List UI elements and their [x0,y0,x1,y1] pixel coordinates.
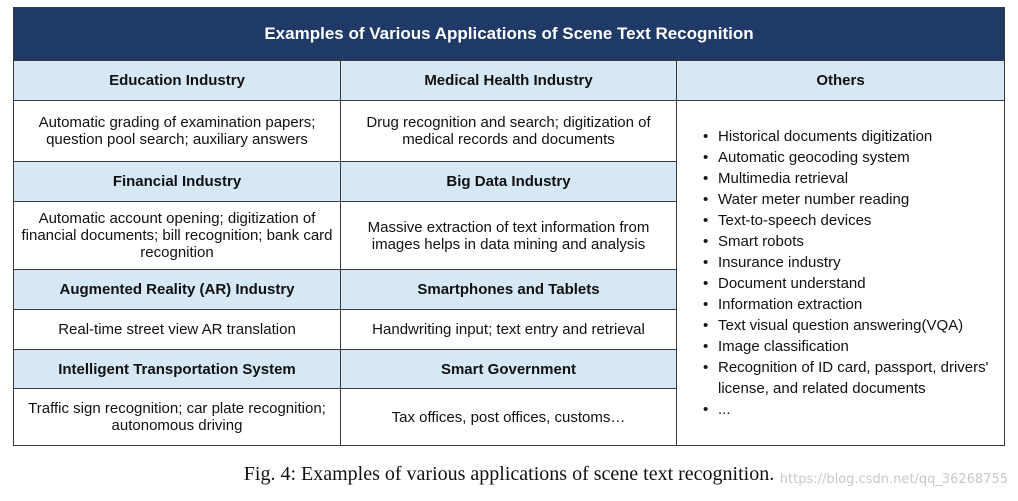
figure-caption: Fig. 4: Examples of various applications of scene text recognition. [243,463,775,485]
header-financial-industry: Financial Industry [14,162,341,202]
intelligent-transportation-cell: Traffic sign recognition; car plate recognition; autonomous driving [14,389,341,446]
list-item [703,126,996,147]
others-item-label: Automatic geocoding system [718,149,910,166]
list-item [703,273,996,294]
others-item-label: Text visual question answering(VQA) [718,317,964,334]
header-augmented-reality-industry: Augmented Reality (AR) Industry [14,270,341,310]
list-item [703,231,996,252]
header-education-industry: Education Industry [14,61,341,101]
education-industry-cell: Automatic grading of examination papers; question pool search; auxiliary answers [14,101,341,162]
financial-industry-cell: Automatic account opening; digitization of financial documents; bill recognition; bank card recognition [14,202,341,270]
header-intelligent-transportation-system: Intelligent Transportation System [14,350,341,389]
header-smartphones-and-tablets: Smartphones and Tablets [341,270,677,310]
bullet-icon: • [703,338,709,355]
table-title: Examples of Various Applications of Scene Text Recognition [14,8,1005,61]
smart-government-cell: Tax offices, post offices, customs… [341,389,677,446]
header-smart-government: Smart Government [341,350,677,389]
others-item-label: Text-to-speech devices [718,212,872,229]
list-item [703,399,996,420]
others-list [703,126,996,420]
list-item [703,252,996,273]
bullet-icon: • [703,254,709,271]
list-item [703,210,996,231]
list-item [703,336,996,357]
others-item-label: Recognition of ID card, passport, drivers' license, and related documents [718,359,989,397]
list-item [703,357,996,399]
bullet-icon: • [703,296,709,313]
bullet-icon: • [703,170,709,187]
others-item-label: Insurance industry [718,254,841,271]
list-item [703,294,996,315]
big-data-industry-cell: Massive extraction of text information from images helps in data mining and analysis [341,202,677,270]
bullet-icon: • [703,317,709,334]
bullet-icon: • [703,212,709,229]
bullet-icon: • [703,275,709,292]
others-item-label: Historical documents digitization [718,128,933,145]
header-medical-health-industry: Medical Health Industry [341,61,677,101]
others-item-label: Information extraction [718,296,863,313]
others-item-label: Multimedia retrieval [718,170,849,187]
list-item [703,189,996,210]
bullet-icon: • [703,191,709,208]
watermark: https://blog.csdn.net/qq_36268755 [779,472,1008,487]
others-item-label: Document understand [718,275,866,292]
list-item [703,147,996,168]
augmented-reality-cell: Real-time street view AR translation [14,310,341,350]
applications-table [13,7,1005,446]
list-item [703,315,996,336]
bullet-icon: • [703,128,709,145]
bullet-icon: • [703,359,709,376]
others-cell [677,101,1005,446]
medical-health-industry-cell: Drug recognition and search; digitization of medical records and documents [341,101,677,162]
others-item-label: Water meter number reading [718,191,910,208]
bullet-icon: • [703,149,709,166]
others-item-label: ... [718,401,731,418]
smartphones-and-tablets-cell: Handwriting input; text entry and retrieval [341,310,677,350]
bullet-icon: • [703,401,709,418]
header-others: Others [677,61,1005,101]
others-item-label: Smart robots [718,233,804,250]
others-item-label: Image classification [718,338,849,355]
list-item [703,168,996,189]
bullet-icon: • [703,233,709,250]
header-big-data-industry: Big Data Industry [341,162,677,202]
